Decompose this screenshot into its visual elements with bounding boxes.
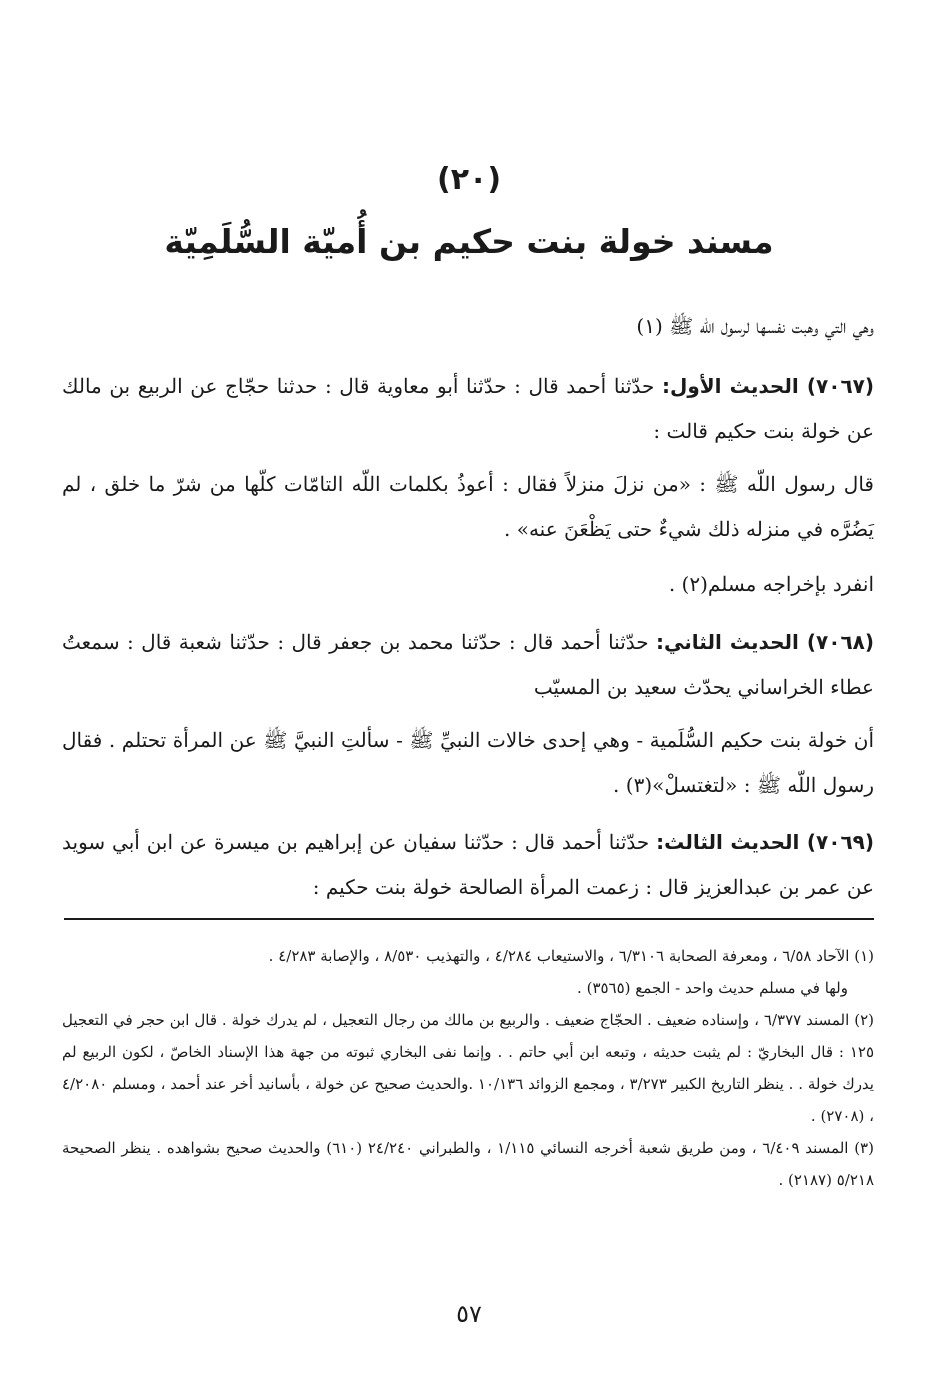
hadith-heading: (٧٠٦٩) الحديث الثالث: (656, 830, 874, 854)
hadith-isnad-text: حدّثنا أحمد قال : حدّثنا محمد بن جعفر قال : حدّثنا شعبة قال : سمعتُ عطاء الخراساني يحدّث سعيد بن المسيّب (62, 630, 874, 699)
hadith-7069-isnad (62, 820, 874, 910)
footnote-3: (٣) المسند ٦/٤٠٩ ، ومن طريق شعبة أخرجه النسائي ١/١١٥ ، والطبراني ٢٤/٢٤٠ (٦١٠) والحديث صحيح بشواهده . ينظر الصحيحة ٥/٢١٨ (٢١٨٧) . (62, 1139, 874, 1189)
hadith-isnad-text: حدّثنا أحمد قال : حدّثنا سفيان عن إبراهيم بن ميسرة عن ابن أبي سويد عن عمر بن عبدالعزيز قال : زعمت المرأة الصالحة خولة بنت حكيم : (62, 830, 874, 899)
intro-line: وهي التي وهبت نفسها لرسول اللّه ﷺ (١) (636, 314, 874, 338)
hadith-isnad-text: حدّثنا أحمد قال : حدّثنا أبو معاوية قال : حدثنا حجّاج عن الربيع بن مالك عن خولة بنت حكيم قالت : (62, 374, 874, 443)
footnotes-block (62, 940, 874, 1196)
page-number: ٥٧ (456, 1300, 482, 1328)
chapter-title: مسند خولة بنت حكيم بن أُميّة السُّلَمِيّة (164, 222, 774, 261)
hadith-7068-isnad (62, 620, 874, 710)
chapter-number: (٢٠) (436, 162, 502, 197)
footnote-2: (٢) المسند ٦/٣٧٧ ، وإسناده ضعيف . الحجّاج ضعيف . والربيع بن مالك من رجال التعجيل ، لم يدرك خولة . قال ابن حجر في التعجيل ١٢٥ : قال البخاريّ : لم يثبت حديثه ، وتبعه ابن أبي حاتم . . وإنما نفى البخاري ثبوته من جهة هذا الإسناد الخاصّ ، لكون الربيع لم يدرك خولة . . ينظر التاريخ الكبير ٣/٢٧٣ ، ومجمع الزوائد ١٠/١٣٦ .والحديث صحيح عن خولة ، بأسانيد أخر عند أحمد ، ومسلم ٤/٢٠٨٠ ، (٢٧٠٨) . (62, 1011, 874, 1125)
hadith-7067-note: انفرد بإخراجه مسلم(٢) . (668, 572, 874, 596)
footnote-1: (١) الآحاد ٦/٥٨ ، ومعرفة الصحابة ٦/٣١٠٦ ، والاستيعاب ٤/٢٨٤ ، والتهذيب ٨/٥٣٠ ، والإصابة ٤/٢٨٣ . (268, 947, 874, 965)
hadith-7067-isnad (62, 364, 874, 454)
hadith-7068-matn: أن خولة بنت حكيم السُّلَمية - وهي إحدى خالات النبيِّ ﷺ - سألتِ النبيَّ ﷺ عن المرأة تحتلم . فقال رسول اللّه ﷺ : «لتغتسلْ»(٣) . (62, 728, 874, 797)
hadith-heading: (٧٠٦٧) الحديث الأول: (661, 374, 874, 398)
hadith-heading: (٧٠٦٨) الحديث الثاني: (656, 630, 874, 654)
footnote-1-continuation: ولها في مسلم حديث واحد - الجمع (٣٥٦٥) . (577, 979, 848, 997)
footnote-separator (64, 918, 874, 920)
hadith-7067-matn: قال رسول اللّه ﷺ : «من نزلَ منزلاً فقال : أعوذُ بكلمات اللّه التامّات كلّها من شرّ ما خلق ، لم يَضُرَّه في منزله ذلك شيءٌ حتى يَظْعَنَ عنه» . (62, 472, 874, 541)
